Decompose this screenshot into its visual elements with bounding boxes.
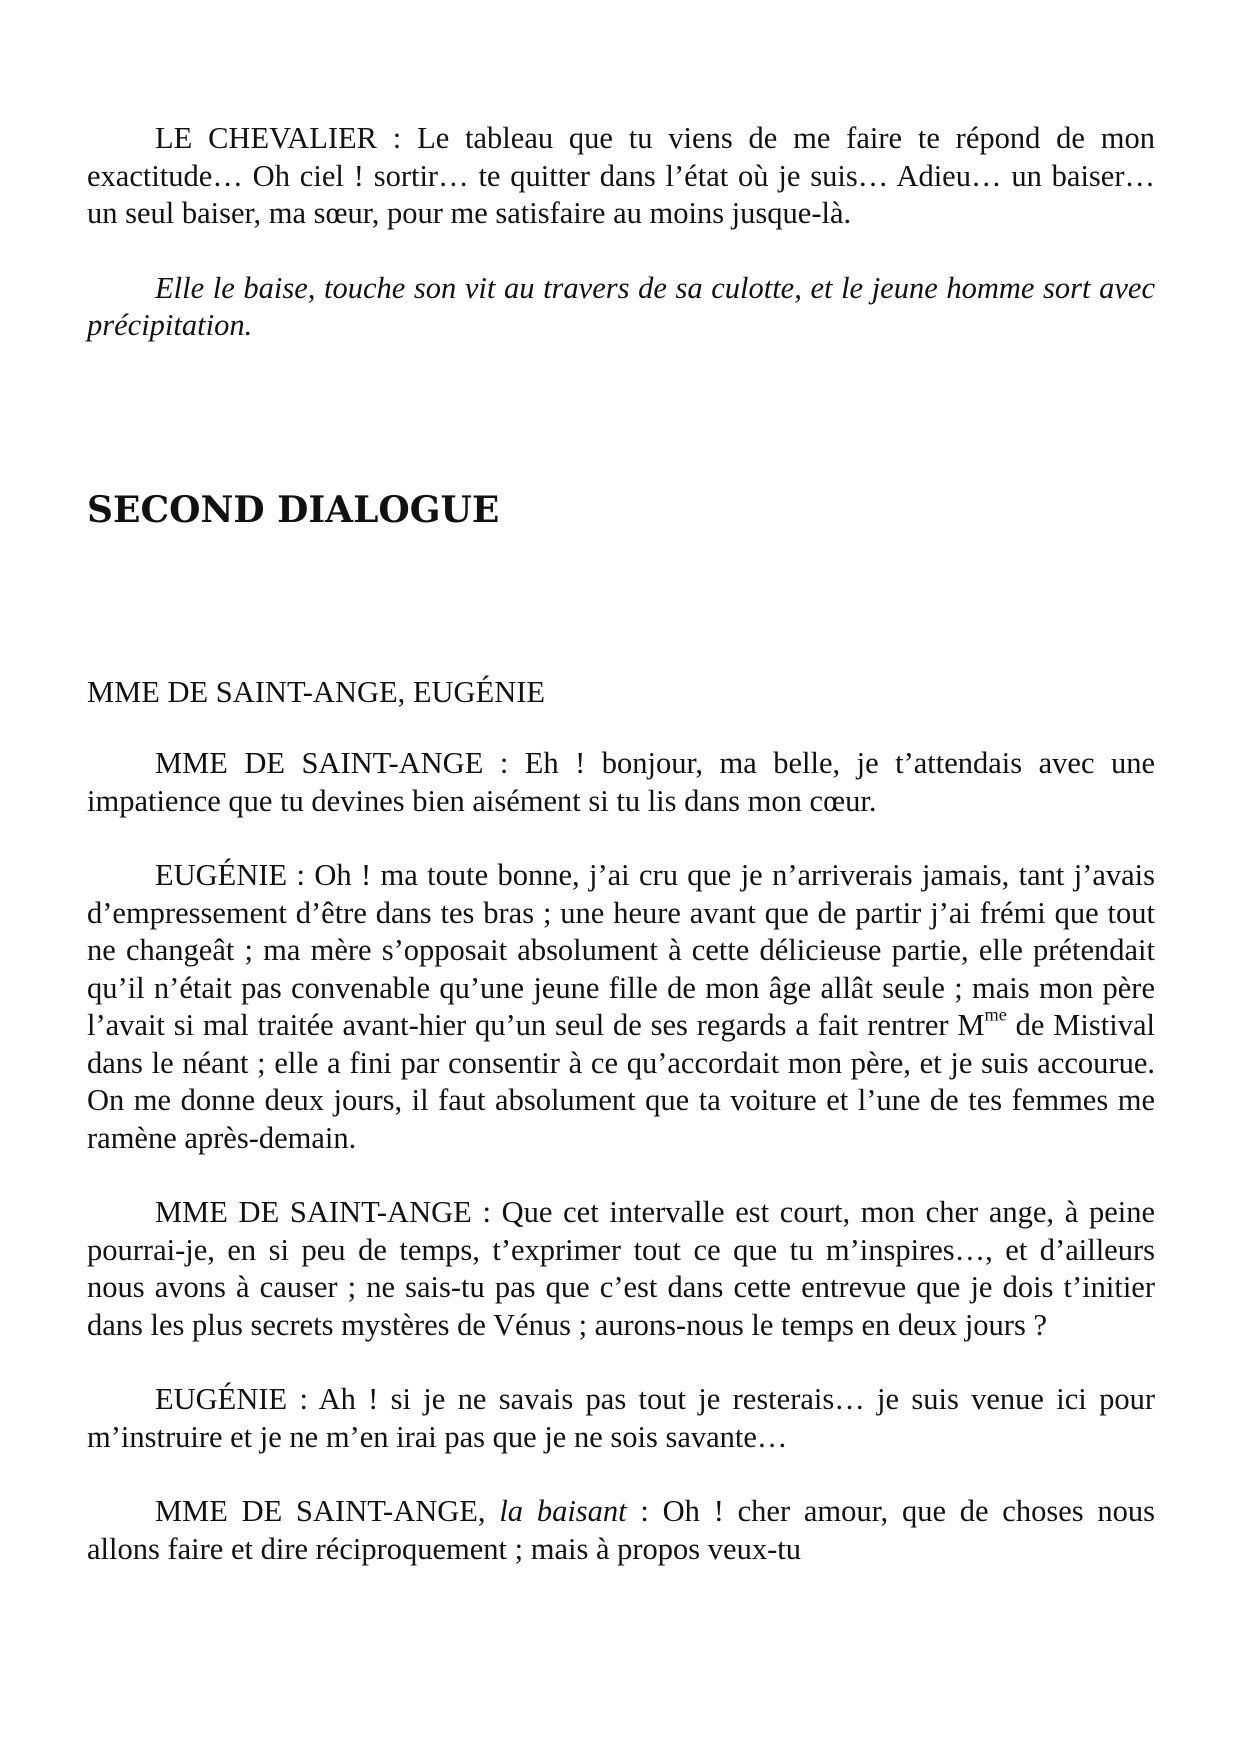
paragraph-text: Eh ! bonjour, ma belle, je t’attendais avec une impatience que tu devines bien aisément si tu lis dans mon cœur. bbox=[87, 746, 1155, 818]
cast-list-text: MME DE SAINT-ANGE, EUGÉNIE bbox=[87, 674, 546, 709]
cast-list bbox=[87, 674, 1155, 712]
paragraph-text: Le tableau que tu viens de me faire te répond de mon exactitude… Oh ciel ! sortir… te quitter dans l’état où je suis… Adieu… un baiser… un seul baiser, ma sœur, pour me satisfaire au moins jusque-là. bbox=[87, 121, 1155, 230]
speaker-name: LE CHEVALIER : bbox=[155, 121, 402, 155]
speaker-name: MME DE SAINT-ANGE : bbox=[155, 1195, 491, 1229]
paragraph-eugenie-1 bbox=[87, 857, 1155, 1157]
section-heading: SECOND DIALOGUE bbox=[87, 488, 500, 531]
document-page bbox=[87, 120, 1155, 1568]
stage-direction bbox=[87, 270, 1155, 345]
stage-action: la baisant bbox=[499, 1494, 627, 1528]
stage-direction-text: Elle le baise, touche son vit au travers de sa culotte, et le jeune homme sort avec précipitation. bbox=[87, 270, 1155, 342]
speaker-name: EUGÉNIE : bbox=[155, 858, 305, 892]
paragraph-chevalier bbox=[87, 120, 1155, 233]
paragraph-text: Oh ! ma toute bonne, j’ai cru que je n’arriverais jamais, tant j’avais d’empressement d’être dans tes bras ; une heure avant que de partir j’ai frémi que tout ne changeât ; ma mère s’opposait absolument à cette délicieuse partie, elle prétendait qu’il n’était pas convenable qu’une jeune fille de mon âge allât seule ; mais mon père l’avait si mal traitée avant-hier qu’un seul de ses regards a fait rentrer M bbox=[87, 858, 1156, 1042]
speaker-name: MME DE SAINT-ANGE : bbox=[155, 746, 509, 780]
speaker-name: EUGÉNIE : bbox=[155, 1382, 308, 1416]
paragraph-saint-ange-1 bbox=[87, 745, 1155, 820]
paragraph-saint-ange-3 bbox=[87, 1493, 1155, 1568]
paragraph-eugenie-2 bbox=[87, 1381, 1155, 1456]
paragraph-text: Oh ! cher amour, que de choses nous allons faire et dire réciproquement ; mais à propos veux-tu bbox=[87, 1494, 1156, 1566]
paragraph-text: Que cet intervalle est court, mon cher ange, à peine pourrai-je, en si peu de temps, t’exprimer tout ce que tu m’inspires…, et d’ailleurs nous avons à causer ; ne sais-tu pas que c’est dans cette entrevue que je dois t’initier dans les plus secrets mystères de Vénus ; aurons-nous le temps en deux jours ? bbox=[87, 1195, 1155, 1342]
speaker-colon: : bbox=[626, 1494, 649, 1528]
paragraph-saint-ange-2 bbox=[87, 1194, 1155, 1344]
superscript-me: me bbox=[984, 1004, 1007, 1025]
paragraph-text-continued: de Mistival dans le néant ; elle a fini par consentir à ce qu’accordait mon père, et je suis accourue. On me donne deux jours, il faut absolument que ta voiture et l’une de tes femmes me ramène après-demain. bbox=[87, 1008, 1155, 1155]
speaker-name: MME DE SAINT-ANGE, bbox=[155, 1494, 486, 1528]
paragraph-text: Ah ! si je ne savais pas tout je resterais… je suis venue ici pour m’instruire et je ne m’en irai pas que je ne sois savante… bbox=[87, 1382, 1155, 1454]
